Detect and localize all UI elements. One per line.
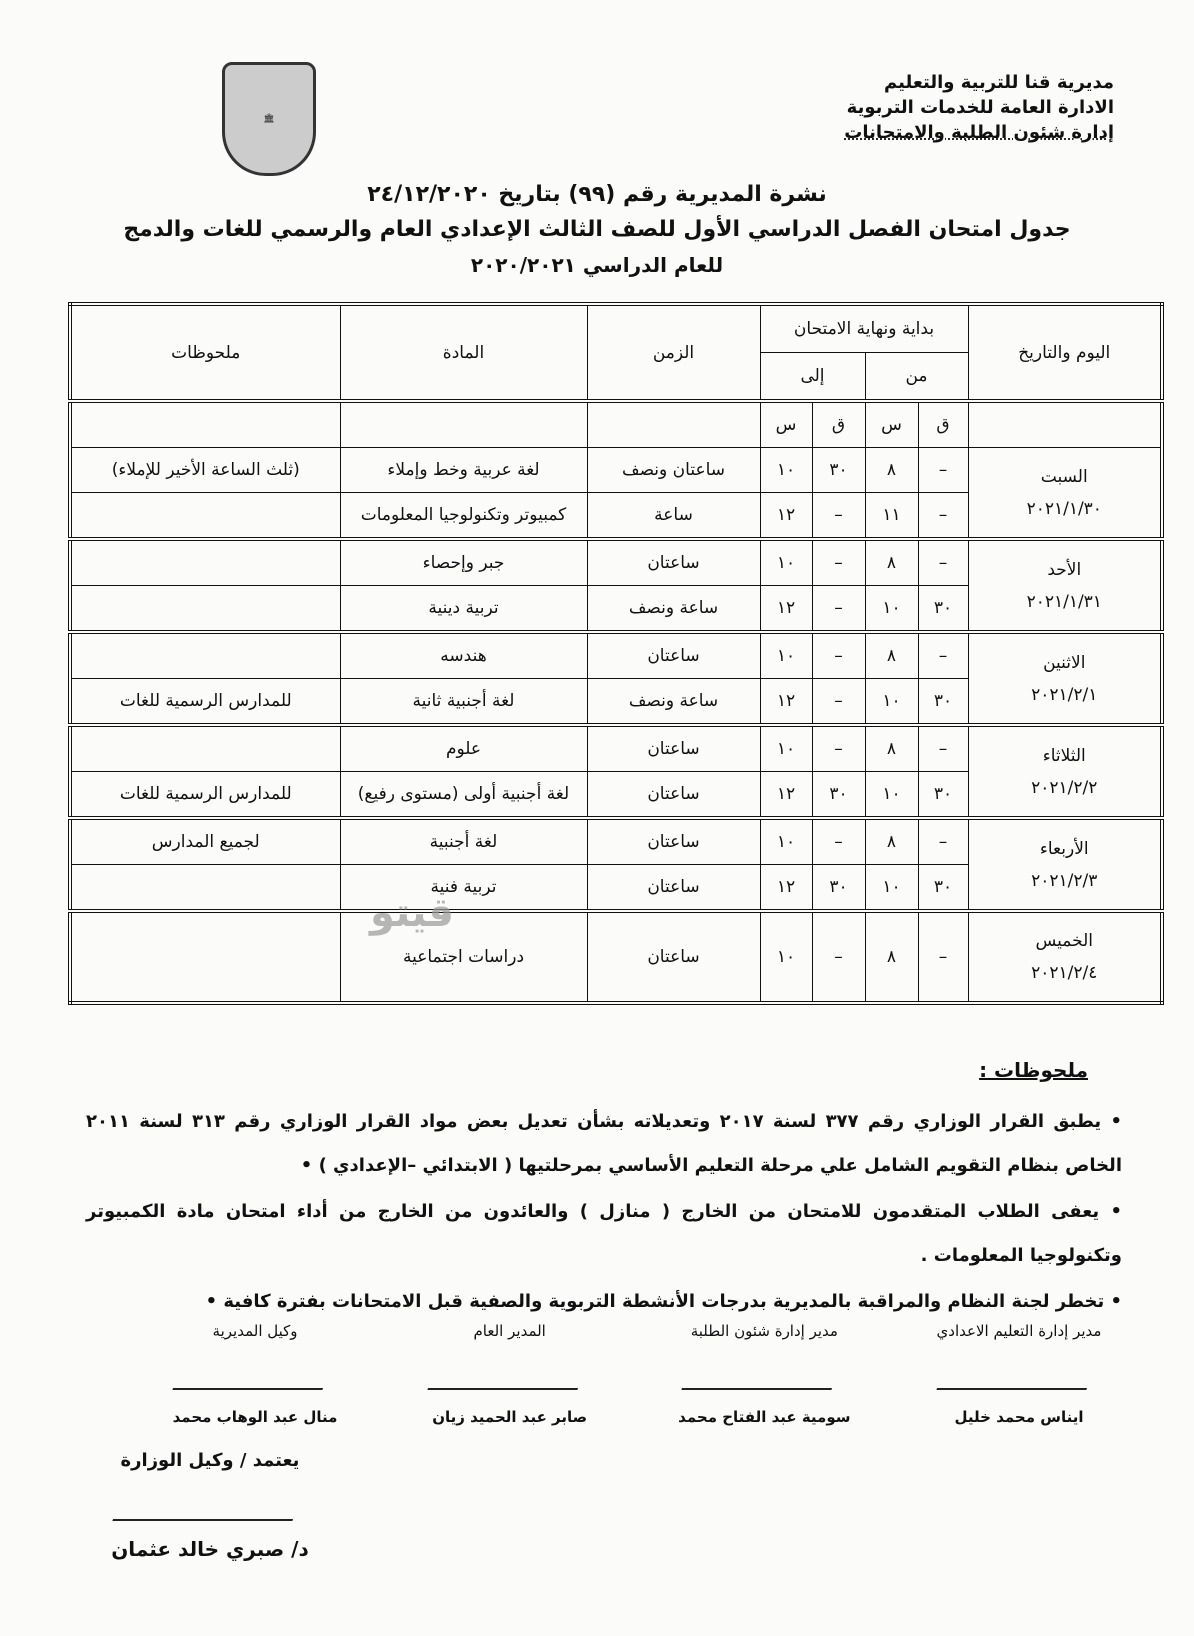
watermark: قيتو [370, 890, 454, 936]
approver-name: د/ صبري خالد عثمان [111, 1537, 309, 1561]
handwritten-signature [172, 1348, 337, 1390]
end-hour: ١٢ [760, 586, 812, 633]
exam-date: ٢٠٢١/٢/٤ [1031, 963, 1098, 983]
end-hour: ١٠ [760, 725, 812, 772]
exam-date: ٢٠٢١/٢/٣ [1031, 870, 1098, 891]
start-minute: ٣٠ [918, 586, 968, 633]
subject: لغة أجنبية [340, 818, 587, 865]
duration-cell-empty [587, 401, 760, 448]
duration: ساعتان [587, 865, 760, 912]
end-hour: ١٢ [760, 679, 812, 726]
start-hour: ٨ [865, 911, 918, 1003]
note-item: • يعفى الطلاب المتقدمون للامتحان من الخارج ( منازل ) والعائدون من الخارج من أداء امتحان مادة الكمبيوتر وتكنولوجيا المعلومات . [86, 1201, 1122, 1266]
end-hour: ١٠ [760, 818, 812, 865]
signer-role: مدير إدارة التعليم الاعدادي [936, 1322, 1102, 1340]
signature-block [160, 1322, 350, 1426]
start-hour: ٨ [865, 818, 918, 865]
exam-schedule-table [68, 302, 1164, 1005]
header-day: اليوم والتاريخ [968, 304, 1162, 401]
signatures [160, 1322, 1114, 1426]
end-minute: ٣٠ [812, 865, 865, 912]
header-range: بداية ونهاية الامتحان [760, 304, 968, 353]
duration: ساعة [587, 493, 760, 540]
end-minute: ٣٠ [812, 772, 865, 819]
day-date-cell [968, 725, 1162, 818]
signer-role: مدير إدارة شئون الطلبة [690, 1322, 838, 1340]
start-hour: ٨ [865, 539, 918, 586]
table-row [70, 818, 1162, 865]
unit-label: ق [918, 401, 968, 448]
signer-role: وكيل المديرية [212, 1322, 298, 1340]
end-minute: – [812, 818, 865, 865]
day-date-cell [968, 632, 1162, 725]
duration: ساعتان [587, 632, 760, 679]
note [70, 493, 340, 540]
day-name: الثلاثاء [1042, 745, 1086, 766]
note [70, 725, 340, 772]
duration: ساعتان [587, 772, 760, 819]
duration: ساعتان ونصف [587, 448, 760, 493]
end-hour: ١٢ [760, 772, 812, 819]
start-hour: ٨ [865, 448, 918, 493]
end-hour: ١٠ [760, 448, 812, 493]
signature-block [924, 1322, 1114, 1426]
ministry-logo: 🏛 [222, 62, 316, 176]
note [70, 911, 340, 1003]
note [70, 539, 340, 586]
signer-role: المدير العام [473, 1322, 546, 1340]
note [70, 586, 340, 633]
header-from: من [865, 353, 968, 402]
day-date-cell [968, 448, 1162, 540]
header-line: الادارة العامة للخدمات التربوية [846, 97, 1114, 118]
end-minute: – [812, 679, 865, 726]
handwritten-signature [427, 1348, 592, 1390]
subject: علوم [340, 725, 587, 772]
subject: لغة أجنبية أولى (مستوى رفيع) [340, 772, 587, 819]
end-hour: ١٢ [760, 865, 812, 912]
end-hour: ١٢ [760, 493, 812, 540]
day-name: الأربعاء [1039, 838, 1089, 859]
day-date-cell [968, 818, 1162, 911]
end-minute: – [812, 725, 865, 772]
subject: لغة عربية وخط وإملاء [340, 448, 587, 493]
header-line: إدارة شئون الطلبة والامتحانات [844, 122, 1114, 143]
academic-year: للعام الدراسي ٢٠٢٠/٢٠٢١ [470, 253, 724, 277]
table-row [70, 725, 1162, 772]
start-minute: – [918, 632, 968, 679]
end-minute: – [812, 493, 865, 540]
start-hour: ١٠ [865, 679, 918, 726]
bulletin-title: نشرة المديرية رقم (٩٩) بتاريخ ٢٤/١٢/٢٠٢٠ [367, 182, 827, 207]
issuer-header [844, 70, 1114, 145]
day-name: الأحد [1047, 559, 1082, 580]
header-duration: الزمن [587, 304, 760, 401]
subject: تربية فنية [340, 865, 587, 912]
start-minute: – [918, 493, 968, 540]
notes-list [86, 1100, 1122, 1326]
unit-label: س [760, 401, 812, 448]
table-row [70, 911, 1162, 1003]
note-cell-empty [70, 401, 340, 448]
approval-block [100, 1450, 320, 1561]
note: لجميع المدارس [70, 818, 340, 865]
duration: ساعة ونصف [587, 679, 760, 726]
header-notes: ملحوظات [70, 304, 340, 401]
day-cell-empty [968, 401, 1162, 448]
note-item: • تخطر لجنة النظام والمراقبة بالمديرية بدرجات الأنشطة التربوية والصفية قبل الامتحانات بفترة كافية • [205, 1291, 1122, 1312]
end-minute: ٣٠ [812, 448, 865, 493]
start-minute: ٣٠ [918, 865, 968, 912]
start-minute: – [918, 911, 968, 1003]
units-row [70, 401, 1162, 448]
start-minute: ٣٠ [918, 772, 968, 819]
note [70, 865, 340, 912]
subject: تربية دينية [340, 586, 587, 633]
start-hour: ١١ [865, 493, 918, 540]
duration: ساعتان [587, 818, 760, 865]
duration: ساعتان [587, 911, 760, 1003]
subject: كمبيوتر وتكنولوجيا المعلومات [340, 493, 587, 540]
header-subject: المادة [340, 304, 587, 401]
duration: ساعة ونصف [587, 586, 760, 633]
end-hour: ١٠ [760, 539, 812, 586]
start-minute: ٣٠ [918, 679, 968, 726]
end-hour: ١٠ [760, 911, 812, 1003]
day-date-cell [968, 911, 1162, 1003]
exam-date: ٢٠٢١/٢/٢ [1031, 777, 1098, 798]
table-row [70, 448, 1162, 493]
start-hour: ٨ [865, 632, 918, 679]
note: (ثلث الساعة الأخير للإملاء) [70, 448, 340, 493]
header-to: إلى [760, 353, 865, 402]
subject: دراسات اجتماعية [340, 911, 587, 1003]
subject-cell-empty [340, 401, 587, 448]
document-title [0, 178, 1194, 282]
exam-date: ٢٠٢١/٢/١ [1031, 684, 1098, 705]
subject: لغة أجنبية ثانية [340, 679, 587, 726]
table-row [70, 539, 1162, 586]
exam-date: ٢٠٢١/١/٣١ [1026, 591, 1102, 612]
signer-name: منال عبد الوهاب محمد [172, 1408, 338, 1426]
start-minute: – [918, 448, 968, 493]
duration: ساعتان [587, 539, 760, 586]
schedule-title: جدول امتحان الفصل الدراسي الأول للصف الثالث الإعدادي العام والرسمي للغات والدمج [123, 217, 1071, 242]
note: للمدارس الرسمية للغات [70, 679, 340, 726]
end-minute: – [812, 632, 865, 679]
unit-label: س [865, 401, 918, 448]
day-date-cell [968, 539, 1162, 632]
end-minute: – [812, 586, 865, 633]
exam-date: ٢٠٢١/١/٣٠ [1026, 498, 1102, 519]
start-minute: – [918, 539, 968, 586]
note-item: • يطبق القرار الوزاري رقم ٣٧٧ لسنة ٢٠١٧ وتعديلاته بشأن تعديل بعض مواد القرار الوزاري رقم ٣١٣ لسنة ٢٠١١ الخاص بنظام التقويم الشامل علي مرحلة التعليم الأساسي بمرحلتيها ( الابتدائي –الإعدادي ) • [86, 1111, 1123, 1176]
start-hour: ٨ [865, 725, 918, 772]
header-line: مديرية قنا للتربية والتعليم [884, 72, 1114, 93]
day-name: السبت [1040, 466, 1088, 487]
end-minute: – [812, 911, 865, 1003]
duration: ساعتان [587, 725, 760, 772]
unit-label: ق [812, 401, 865, 448]
start-hour: ١٠ [865, 865, 918, 912]
signature-block [415, 1322, 605, 1426]
note [70, 632, 340, 679]
signer-name: صابر عبد الحميد زيان [432, 1408, 588, 1426]
signer-name: ايناس محمد خليل [954, 1408, 1084, 1426]
end-hour: ١٠ [760, 632, 812, 679]
subject: هندسه [340, 632, 587, 679]
handwritten-signature [112, 1479, 307, 1521]
signer-name: سومية عبد الفتاح محمد [678, 1408, 851, 1426]
notes-title: ملحوظات : [979, 1058, 1088, 1082]
start-hour: ١٠ [865, 586, 918, 633]
subject: جبر وإحصاء [340, 539, 587, 586]
day-name: الاثنين [1043, 652, 1086, 673]
table-row [70, 632, 1162, 679]
signature-block [669, 1322, 859, 1426]
day-name: الخميس [1035, 931, 1093, 951]
start-hour: ١٠ [865, 772, 918, 819]
end-minute: – [812, 539, 865, 586]
note: للمدارس الرسمية للغات [70, 772, 340, 819]
start-minute: – [918, 725, 968, 772]
handwritten-signature [682, 1348, 847, 1390]
handwritten-signature [936, 1348, 1101, 1390]
start-minute: – [918, 818, 968, 865]
approval-label: يعتمد / وكيل الوزارة [120, 1450, 300, 1471]
